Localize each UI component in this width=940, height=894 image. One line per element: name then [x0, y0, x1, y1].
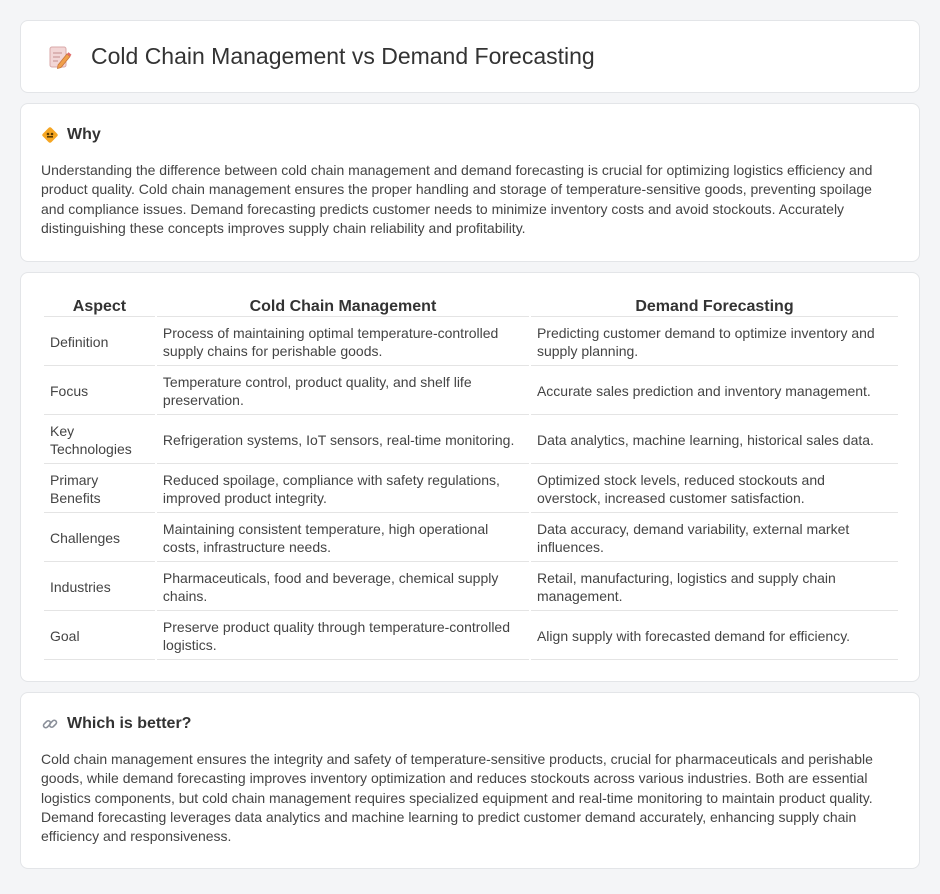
demand-forecasting-cell: Data accuracy, demand variability, external market influences.	[531, 515, 898, 562]
why-text: Understanding the difference between cold chain management and demand forecasting is crucial for optimizing logistics efficiency and product quality. Cold chain management ensures the proper handling and storage of temperature-sensitive goods, preventing spoilage and compliance issues. Demand forecasting predicts customer needs to minimize inventory costs and avoid stockouts. Accurately distinguishing these concepts improves supply chain reliability and profitability.	[41, 162, 873, 236]
aspect-cell: Industries	[44, 564, 155, 611]
diamond-signal-icon	[41, 126, 59, 144]
comparison-table	[42, 293, 900, 662]
cold-chain-cell: Process of maintaining optimal temperature-controlled supply chains for perishable goods.	[157, 319, 529, 366]
cold-chain-cell: Maintaining consistent temperature, high operational costs, infrastructure needs.	[157, 515, 529, 562]
aspect-cell: Challenges	[44, 515, 155, 562]
better-heading-row	[41, 715, 899, 733]
aspect-cell: Key Technologies	[44, 417, 155, 464]
cold-chain-cell: Pharmaceuticals, food and beverage, chemical supply chains.	[157, 564, 529, 611]
cold-chain-cell: Temperature control, product quality, and shelf life preservation.	[157, 368, 529, 415]
aspect-cell: Goal	[44, 613, 155, 660]
aspect-cell: Primary Benefits	[44, 466, 155, 513]
table-row	[44, 564, 898, 611]
table-row	[44, 613, 898, 660]
header-demand-forecasting: Demand Forecasting	[531, 295, 898, 317]
table-row	[44, 466, 898, 513]
title-card	[20, 20, 920, 93]
header-cold-chain: Cold Chain Management	[157, 295, 529, 317]
link-icon	[41, 715, 59, 733]
why-section	[20, 103, 920, 262]
demand-forecasting-cell: Align supply with forecasted demand for efficiency.	[531, 613, 898, 660]
page-title: Cold Chain Management vs Demand Forecasting	[91, 43, 595, 69]
demand-forecasting-cell: Accurate sales prediction and inventory management.	[531, 368, 898, 415]
why-heading-row	[41, 126, 899, 144]
aspect-cell: Focus	[44, 368, 155, 415]
table-row	[44, 319, 898, 366]
why-heading: Why	[67, 126, 101, 143]
which-is-better-section	[20, 692, 920, 869]
cold-chain-cell: Refrigeration systems, IoT sensors, real-time monitoring.	[157, 417, 529, 464]
header-aspect: Aspect	[44, 295, 155, 317]
demand-forecasting-cell: Data analytics, machine learning, historical sales data.	[531, 417, 898, 464]
cold-chain-cell: Reduced spoilage, compliance with safety regulations, improved product integrity.	[157, 466, 529, 513]
demand-forecasting-cell: Optimized stock levels, reduced stockouts and overstock, increased customer satisfaction.	[531, 466, 898, 513]
demand-forecasting-cell: Retail, manufacturing, logistics and supply chain management.	[531, 564, 898, 611]
aspect-cell: Definition	[44, 319, 155, 366]
table-row	[44, 515, 898, 562]
table-header-row	[44, 295, 898, 317]
demand-forecasting-cell: Predicting customer demand to optimize inventory and supply planning.	[531, 319, 898, 366]
better-heading: Which is better?	[67, 715, 192, 732]
memo-pencil-icon	[45, 43, 73, 71]
cold-chain-cell: Preserve product quality through temperature-controlled logistics.	[157, 613, 529, 660]
better-text: Cold chain management ensures the integrity and safety of temperature-sensitive products, crucial for pharmaceuticals and perishable goods, while demand forecasting improves inventory optimization and reduces stockouts across various industries. Both are essential logistics components, but cold chain management requires specialized equipment and real-time monitoring to maintain product quality. Demand forecasting leverages data analytics and machine learning to predict customer demand accurately, enhancing supply chain efficiency and responsiveness.	[41, 751, 873, 845]
comparison-card	[20, 272, 920, 682]
table-row	[44, 417, 898, 464]
table-row	[44, 368, 898, 415]
